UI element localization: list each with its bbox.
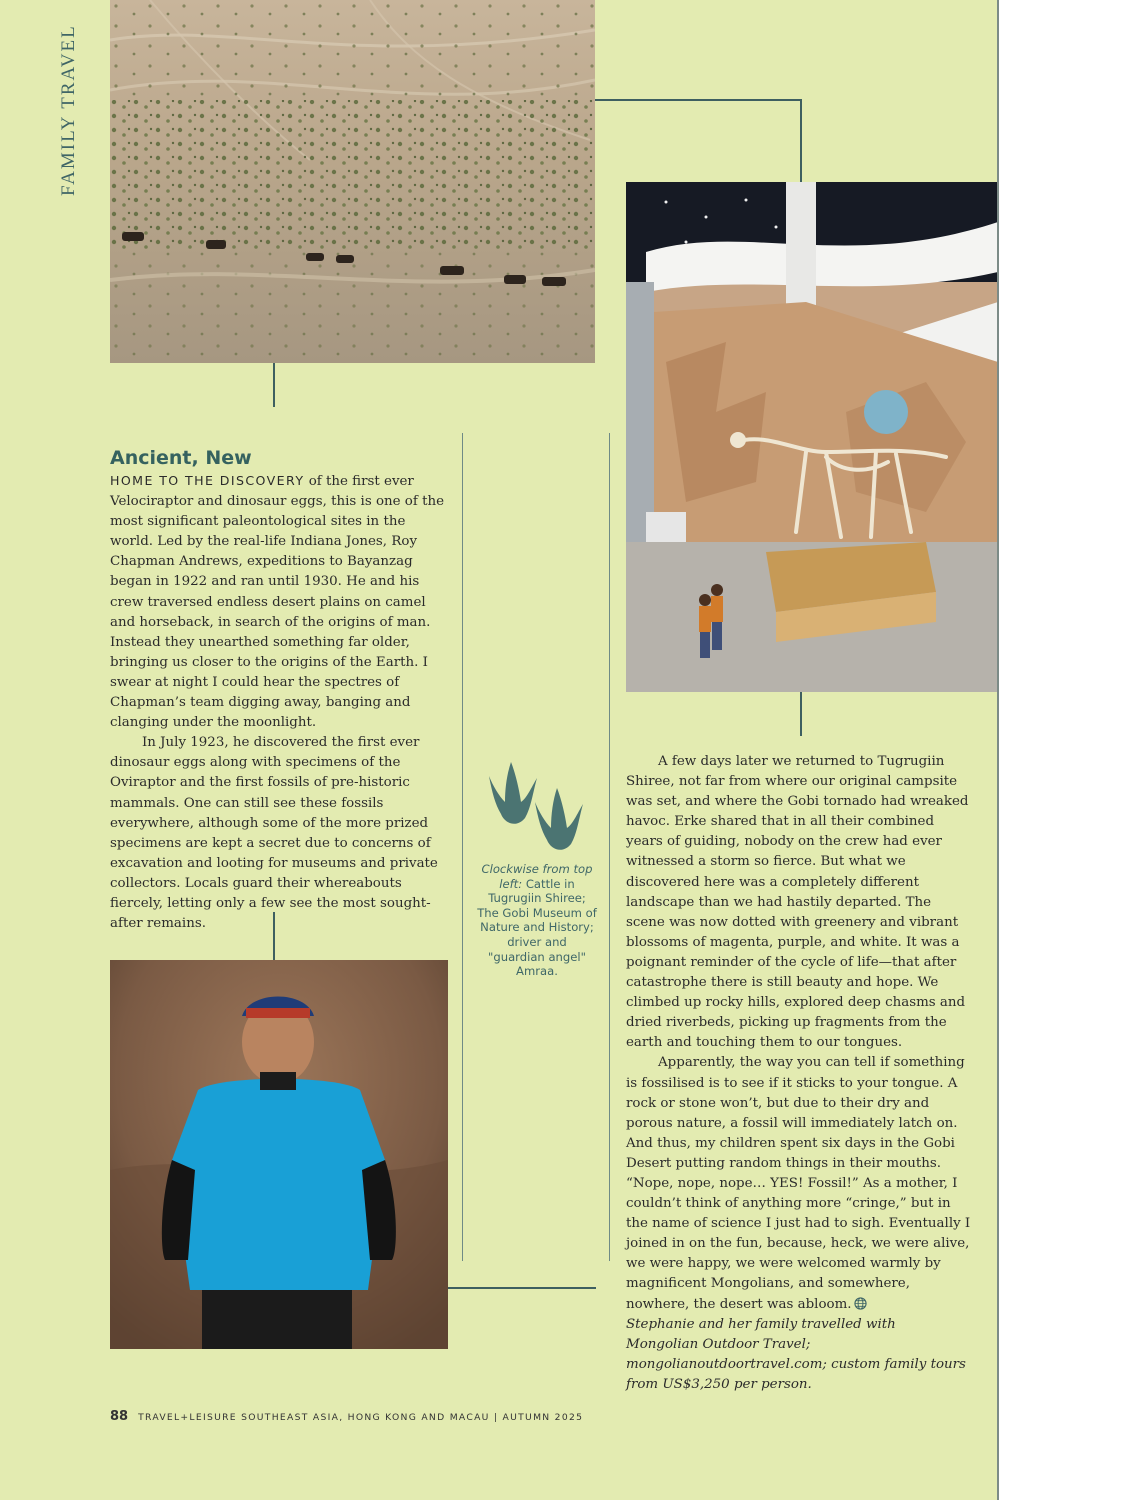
- paragraph: Apparently, the way you can tell if something is fossilised is to see if it sticks to your tongue. A rock or stone won’t, but due to their dry and porous nature, a fossil will immediately latch on. And thus, my children spent six days in the Gobi Desert putting random things in their mouths. “Nope, nope, nope… YES! Fossil!” As a mother, I couldn’t think of anything more “cringe,” but in the name of science I just had to sigh. Eventually I joined in on the fun, because, heck, we were alive, we were happy, we were welcomed warmly by magnificent Mongolians, and somewhere, nowhere, the desert was abloom.: [626, 1055, 971, 1312]
- travel-credit: Stephanie and her family travelled with Mongolian Outdoor Travel; mongolianoutdoortravel.com; custom family tours from US$3,250 per person.: [626, 1316, 966, 1392]
- page-footer: [110, 1405, 583, 1424]
- article-column-right: [626, 752, 971, 1395]
- photo-driver-amraa: [110, 960, 448, 1349]
- connector-line: [800, 692, 802, 736]
- page-number: 88: [110, 1409, 129, 1424]
- article-heading: Ancient, New: [110, 447, 252, 469]
- caption-text: Cattle in Tugrugiin Shiree; The Gobi Museum of Nature and History; driver and "guardian angel" Amraa.: [477, 876, 597, 979]
- column-rule: [462, 433, 463, 1261]
- globe-icon: [854, 1297, 867, 1310]
- lead-in: HOME TO THE DISCOVERY: [110, 473, 305, 488]
- column-rule: [609, 433, 610, 1261]
- paragraph: In July 1923, he discovered the first ever dinosaur eggs along with specimens of the Oviraptor and the first fossils of pre-historic mammals. One can still see these fossils everywhere, although some of the more prized specimens are kept a secret due to concerns of excavation and looting for museums and private collectors. Locals guard their whereabouts fiercely, letting only a few see the most sought-after remains.: [110, 735, 438, 932]
- caption-lead: Clockwise from top left:: [481, 862, 593, 891]
- paragraph: A few days later we returned to Tugrugiin Shiree, not far from where our original campsite was set, and where the Gobi tornado had wreaked havoc. Erke shared that in all their combined years of guiding, nobody on the crew had ever witnessed a storm so fierce. But what we discovered here was a completely different landscape than we had hastily departed. The scene was now dotted with greenery and vibrant blossoms of magenta, purple, and white. It was a poignant reminder of the cycle of life—that after catastrophe there is still beauty and hope. We climbed up rocky hills, explored deep chasms and dried riverbeds, picking up fragments from the earth and touching them to our tongues.: [626, 754, 969, 1051]
- publication-line: TRAVEL+LEISURE SOUTHEAST ASIA, HONG KONG AND MACAU | AUTUMN 2025: [138, 1412, 584, 1423]
- connector-line: [595, 99, 802, 101]
- paragraph: of the first ever Velociraptor and dinosaur eggs, this is one of the most significant paleontological sites in the world. Led by the real-life Indiana Jones, Roy Chapman Andrews, expeditions to Bayanzag began in 1922 and ran until 1930. He and his crew traversed endless desert plains on camel and horseback, in search of the origins of man. Instead they unearthed something far older, bringing us closer to the origins of the Earth. I swear at night I could hear the spectres of Chapman’s team digging away, banging and clanging under the moonlight.: [110, 474, 445, 731]
- article-column-left: [110, 471, 452, 934]
- dinosaur-footprints-icon: [485, 762, 588, 860]
- photo-cattle-desert: [110, 0, 595, 363]
- connector-line: [448, 1287, 596, 1289]
- photo-gobi-museum: [626, 182, 998, 692]
- connector-line: [800, 99, 802, 182]
- section-label: FAMILY TRAVEL: [58, 24, 79, 196]
- photo-caption: [477, 862, 597, 979]
- page-edge: [997, 0, 999, 1500]
- connector-line: [273, 363, 275, 407]
